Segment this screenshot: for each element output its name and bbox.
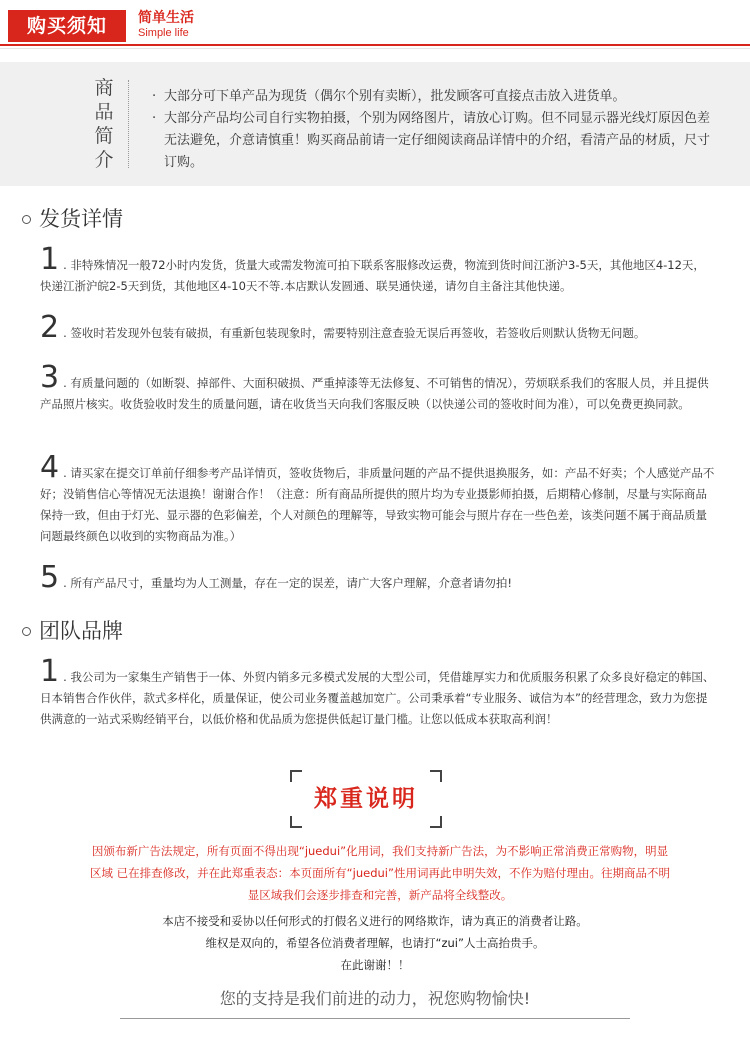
shipping-heading-text: 发货详情: [39, 207, 123, 231]
intro-point: · 大部分产品均公司自行实物拍摄，个别为网络图片，请放心订购。但不同显示器光线灯原因色差无法避免，介意请慎重！购买商品前请一定仔细阅读商品详情中的介绍，看清产品的材质，尺寸订购。: [150, 108, 710, 174]
team-heading: [22, 618, 123, 644]
page-header: [0, 0, 750, 48]
intro-divider: [128, 80, 129, 168]
item-number: 1: [40, 242, 60, 277]
shipping-item: [40, 450, 716, 547]
intro-label-char: 商: [94, 77, 114, 99]
notice-line: 本店不接受和妥协以任何形式的打假名义进行的网络欺诈，请为真正的消费者让路。: [162, 914, 588, 928]
product-intro-box: [0, 62, 750, 186]
ad-law-notice: 因颁布新广告法规定，所有页面不得出现“juedui”化用词，我们支持新广告法，为不影响正常消费正常购物，明显区域 已在排查修改，并在此郑重表态：本页面所有“juedui”性用词再此申明失效，不作为赔付理由。往期商品不明显区域我们会逐步排查和完善，新产品将全线整改。: [90, 844, 670, 902]
item-text: . 有质量问题的（如断裂、掉部件、大面积破损、严重掉漆等无法修复、不可销售的情况），劳烦联系我们的客服人员，并且提供产品照片核实。收货验收时发生的质量问题，请在收货当天向我们客服反映（以快递公司的签收时间为准），可以免费更换同款。: [40, 376, 709, 411]
shipping-heading: [22, 206, 123, 232]
team-item: [40, 654, 716, 730]
intro-point: · 大部分可下单产品为现货（偶尔个别有卖断），批发顾客可直接点击放入进货单。: [150, 86, 710, 108]
item-text: . 请买家在提交订单前仔细参考产品详情页，签收货物后，非质量问题的产品不提供退换服务，如：产品不好卖；个人感觉产品不好；没销售信心等情况无法退换！谢谢合作！（注意：所有商品所提供的照片均为专业摄影师拍摄，后期精心修制，尽量与实际商品保持一致，但由于灯光、显示器的色彩偏差，个人对颜色的理解等，导致实物可能会与照片存在一些色差，该类问题不属于商品质量问题最终颜色以收到的实物商品为准。）: [40, 466, 715, 543]
header-divider: [0, 44, 750, 46]
intro-label-char: 简: [94, 125, 114, 147]
notice-line: 在此谢谢！！: [340, 958, 410, 972]
item-number: 2: [40, 310, 60, 345]
shipping-item: [40, 242, 716, 297]
brand-title: 简单生活: [138, 10, 194, 26]
circle-bullet-icon: [22, 627, 31, 636]
item-number: 3: [40, 360, 60, 395]
item-number: 1: [40, 654, 60, 689]
corner-bracket-icon: [290, 816, 302, 828]
brand-subtitle: Simple life: [138, 27, 189, 39]
shipping-item: [40, 310, 716, 345]
corner-bracket-icon: [290, 770, 302, 782]
team-heading-text: 团队品牌: [39, 619, 123, 643]
item-text: . 我公司为一家集生产销售于一体、外贸内销多元多模式发展的大型公司，凭借雄厚实力和优质服务积累了众多良好稳定的韩国、日本销售合作伙伴，款式多样化，质量保证，使公司业务覆盖越加宽广。公司秉承着“专业服务、诚信为本”的经营理念，致力为您提供满意的一站式采购经销平台，以低价格和优品质为您提供低起订量门槛。让您以低成本获取高利润！: [40, 670, 715, 726]
item-text: . 所有产品尺寸，重量均为人工测量，存在一定的误差，请广大客户理解，介意者请勿拍!: [63, 576, 513, 590]
notice-title: 郑重说明: [314, 786, 418, 812]
item-number: 5: [40, 560, 60, 595]
corner-bracket-icon: [430, 770, 442, 782]
shipping-item: [40, 560, 716, 595]
purchase-notice-badge: 购买须知: [8, 10, 126, 42]
header-divider-thin: [0, 48, 750, 49]
footer-divider: [120, 1018, 630, 1019]
item-text: . 非特殊情况一般72小时内发货，货量大或需发物流可拍下联系客服修改运费，物流到货时间江浙沪3-5天，其他地区4-12天，快递江浙沪皖2-5天到货，其他地区4-10天不等.本店默认发圆通、联昊通快递，请勿自主备注其他快递。: [40, 258, 705, 293]
notice-line: 维权是双向的，希望各位消费者理解，也请打“zui”人士高抬贵手。: [205, 936, 545, 950]
corner-bracket-icon: [430, 816, 442, 828]
intro-vertical-label: [92, 76, 116, 172]
item-number: 4: [40, 450, 60, 485]
intro-label-char: 介: [94, 149, 114, 171]
thanks-message: 您的支持是我们前进的动力，祝您购物愉快!: [219, 989, 531, 1008]
anti-fraud-notice: [80, 910, 670, 976]
shipping-item: [40, 360, 716, 415]
item-text: . 签收时若发现外包装有破损，有重新包装现象时，需要特别注意查验无误后再签收，若签收后则默认货物无问题。: [63, 326, 646, 340]
circle-bullet-icon: [22, 215, 31, 224]
notice-frame: [290, 770, 442, 828]
intro-label-char: 品: [94, 101, 114, 123]
intro-points: [150, 86, 710, 174]
